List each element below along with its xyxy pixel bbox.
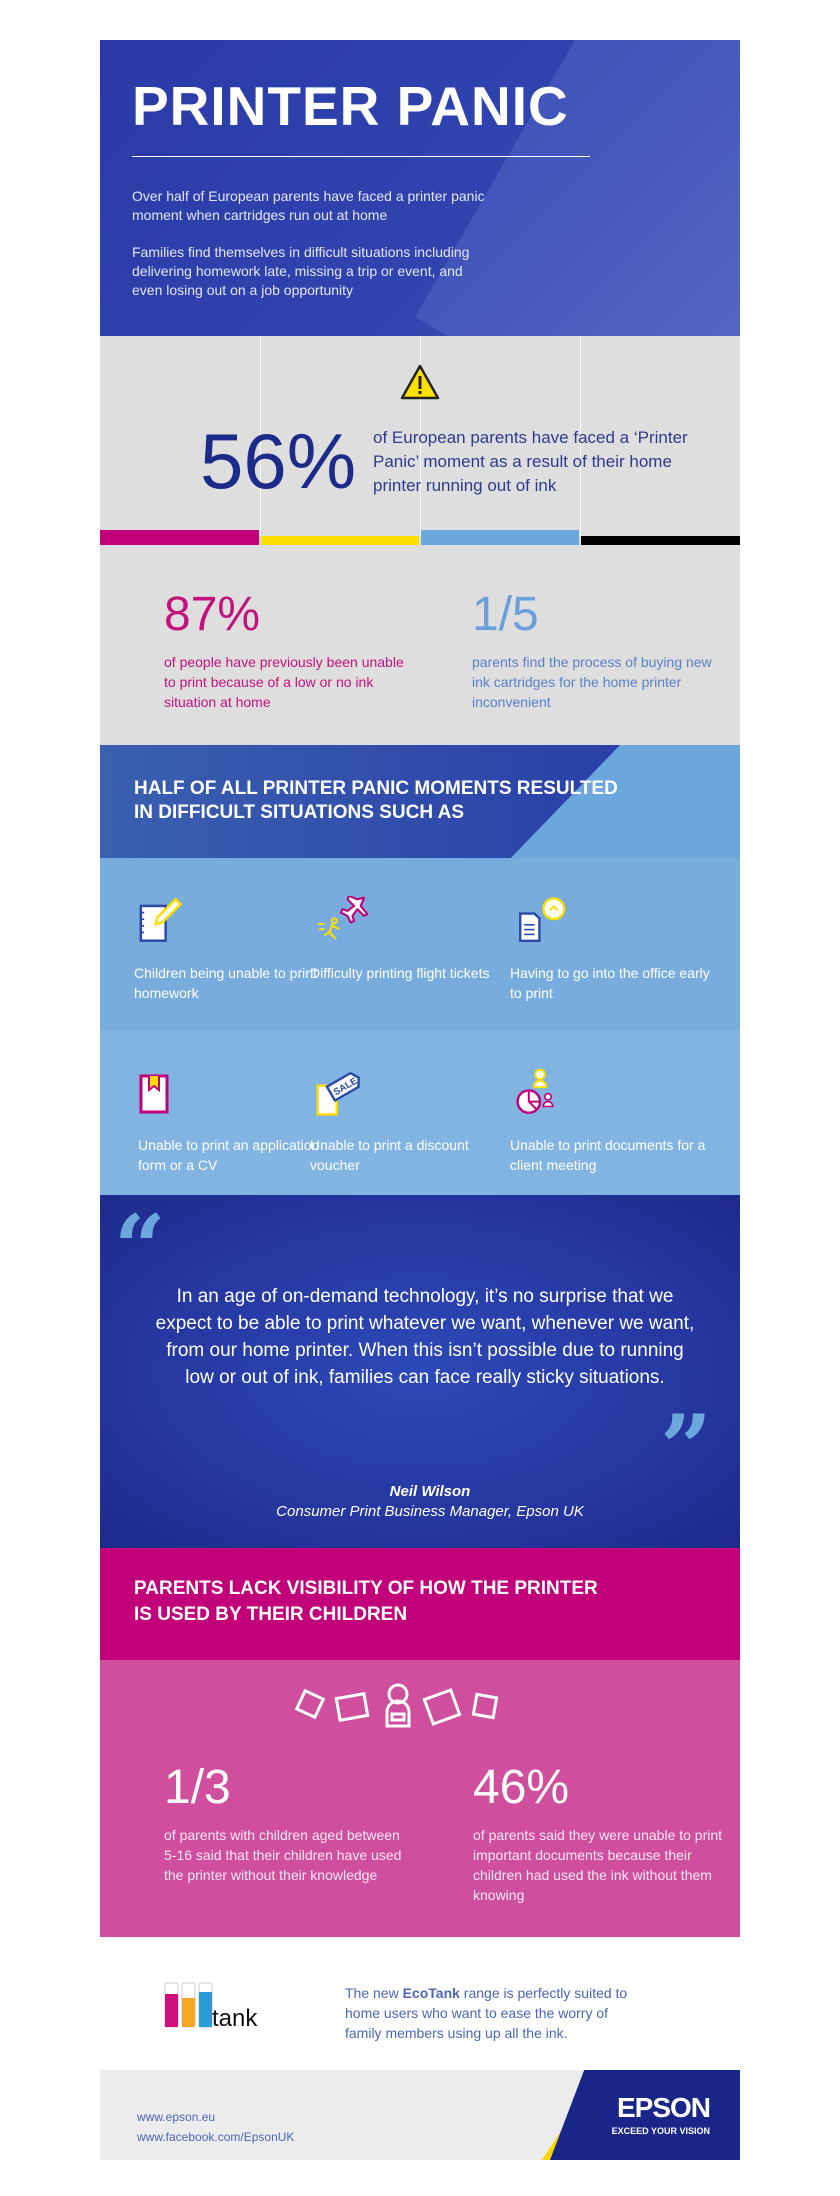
stat-text: parents find the process of buying new ink cartridges for the home printer inconvenient (472, 654, 712, 710)
hero-section (100, 40, 740, 336)
situation-item (134, 896, 334, 1003)
children-section (100, 1660, 740, 1937)
situation-item (510, 896, 710, 1003)
stat-text: of parents said they were unable to print important documents because their children had used the ink without them knowing (473, 1827, 723, 1903)
black-ink-bar (581, 536, 740, 545)
quote-text: In an age of on-demand technology, it’s no surprise that we expect to be able to print whatever we want, whenever we want, from our home printer. When this isn’t possible due to running low or out of ink, families can face really sticky situations. (155, 1286, 695, 1388)
situation-item (310, 1068, 510, 1175)
infographic (100, 40, 740, 2160)
section-heading: HALF OF ALL PRINTER PANIC MOMENTS RESULTED IN DIFFICULT SITUATIONS SUCH AS (134, 778, 618, 823)
stat-46 (473, 1760, 733, 1905)
ecotank-brand: EcoTank (402, 1985, 460, 2001)
quote-author: Neil Wilson (389, 1483, 471, 1500)
open-quote-icon: “ (114, 1195, 166, 1301)
ecotank-text-pre: The new (345, 1985, 403, 2001)
situation-label: Unable to print an application form or a CV (138, 1137, 320, 1173)
situations-grid (100, 858, 740, 1195)
stat-value: 46% (473, 1761, 570, 1814)
epson-tagline: EXCEED YOUR VISION (611, 2126, 710, 2136)
situation-label: Unable to print documents for a client meeting (510, 1137, 706, 1173)
stat-56-section (100, 336, 740, 545)
stat-value: 56% (200, 417, 357, 505)
section-heading: PARENTS LACK VISIBILITY OF HOW THE PRINTER IS USED BY THEIR CHILDREN (134, 1578, 598, 1625)
ecotank-section (100, 1937, 740, 2070)
hero-detail: Families find themselves in difficult situations including delivering homework late, missing a trip or event, and even losing out on a job opportunity (132, 244, 470, 298)
ecotank-text (345, 1983, 645, 2043)
sale-tag-icon (310, 1068, 370, 1116)
stat-1-5 (472, 587, 722, 712)
situation-label: Having to go into the office early to print (510, 965, 710, 1001)
situations-header (100, 745, 740, 858)
stat-value: 87% (164, 588, 261, 641)
situation-label: Difficulty printing flight tickets (310, 965, 490, 981)
yellow-ink-bar (261, 536, 419, 545)
stat-text: of parents with children aged between 5-16 said that their children have used the printer without their knowledge (164, 1827, 402, 1883)
title-divider (132, 156, 590, 157)
stat-value: 1/3 (164, 1761, 231, 1814)
bookmark-book-icon (138, 1068, 178, 1116)
situation-label: Unable to print a discount voucher (310, 1137, 469, 1173)
stats-section (100, 545, 740, 745)
sale-tag-text: SALE (331, 1075, 360, 1099)
page-title: PRINTER PANIC (132, 75, 569, 137)
situation-item (138, 1068, 338, 1175)
children-header (100, 1548, 740, 1660)
quote-author-role: Consumer Print Business Manager, Epson UK (276, 1503, 584, 1520)
situation-item (310, 896, 510, 983)
quote-section (100, 1195, 740, 1548)
running-plane-icon (310, 896, 380, 944)
stat-1-3 (164, 1760, 414, 1885)
epson-logo: EPSON (616, 2092, 710, 2123)
cyan-ink-bar (421, 530, 579, 545)
warning-icon (400, 364, 440, 400)
ecotank-text-post: range is perfectly suited to home users who want to ease the worry of family members using up all the ink. (345, 1985, 628, 2041)
svg-text:tank: tank (212, 2005, 258, 2032)
website-link[interactable]: www.epson.eu (137, 2110, 216, 2124)
child-drawings-icon (295, 1682, 545, 1732)
situation-label: Children being unable to print homework (134, 965, 317, 1001)
ecotank-logo (162, 1980, 292, 2032)
magenta-ink-bar (100, 530, 259, 545)
document-clock-icon (510, 896, 580, 944)
footer (100, 2070, 740, 2160)
stat-text: of people have previously been unable to print because of a low or no ink situation at home (164, 654, 404, 710)
notebook-pencil-icon (134, 896, 194, 944)
stat-text: of European parents have faced a ‘Printer Panic’ moment as a result of their home printer running out of ink (373, 428, 688, 495)
close-quote-icon: ” (660, 1395, 712, 1501)
pie-chart-people-icon (510, 1068, 570, 1116)
stat-value: 1/5 (472, 588, 539, 641)
hero-intro: Over half of European parents have faced a printer panic moment when cartridges run out at home (132, 188, 485, 223)
situation-item (510, 1068, 710, 1175)
facebook-link[interactable]: www.facebook.com/EpsonUK (137, 2130, 295, 2144)
stat-87 (164, 587, 414, 712)
